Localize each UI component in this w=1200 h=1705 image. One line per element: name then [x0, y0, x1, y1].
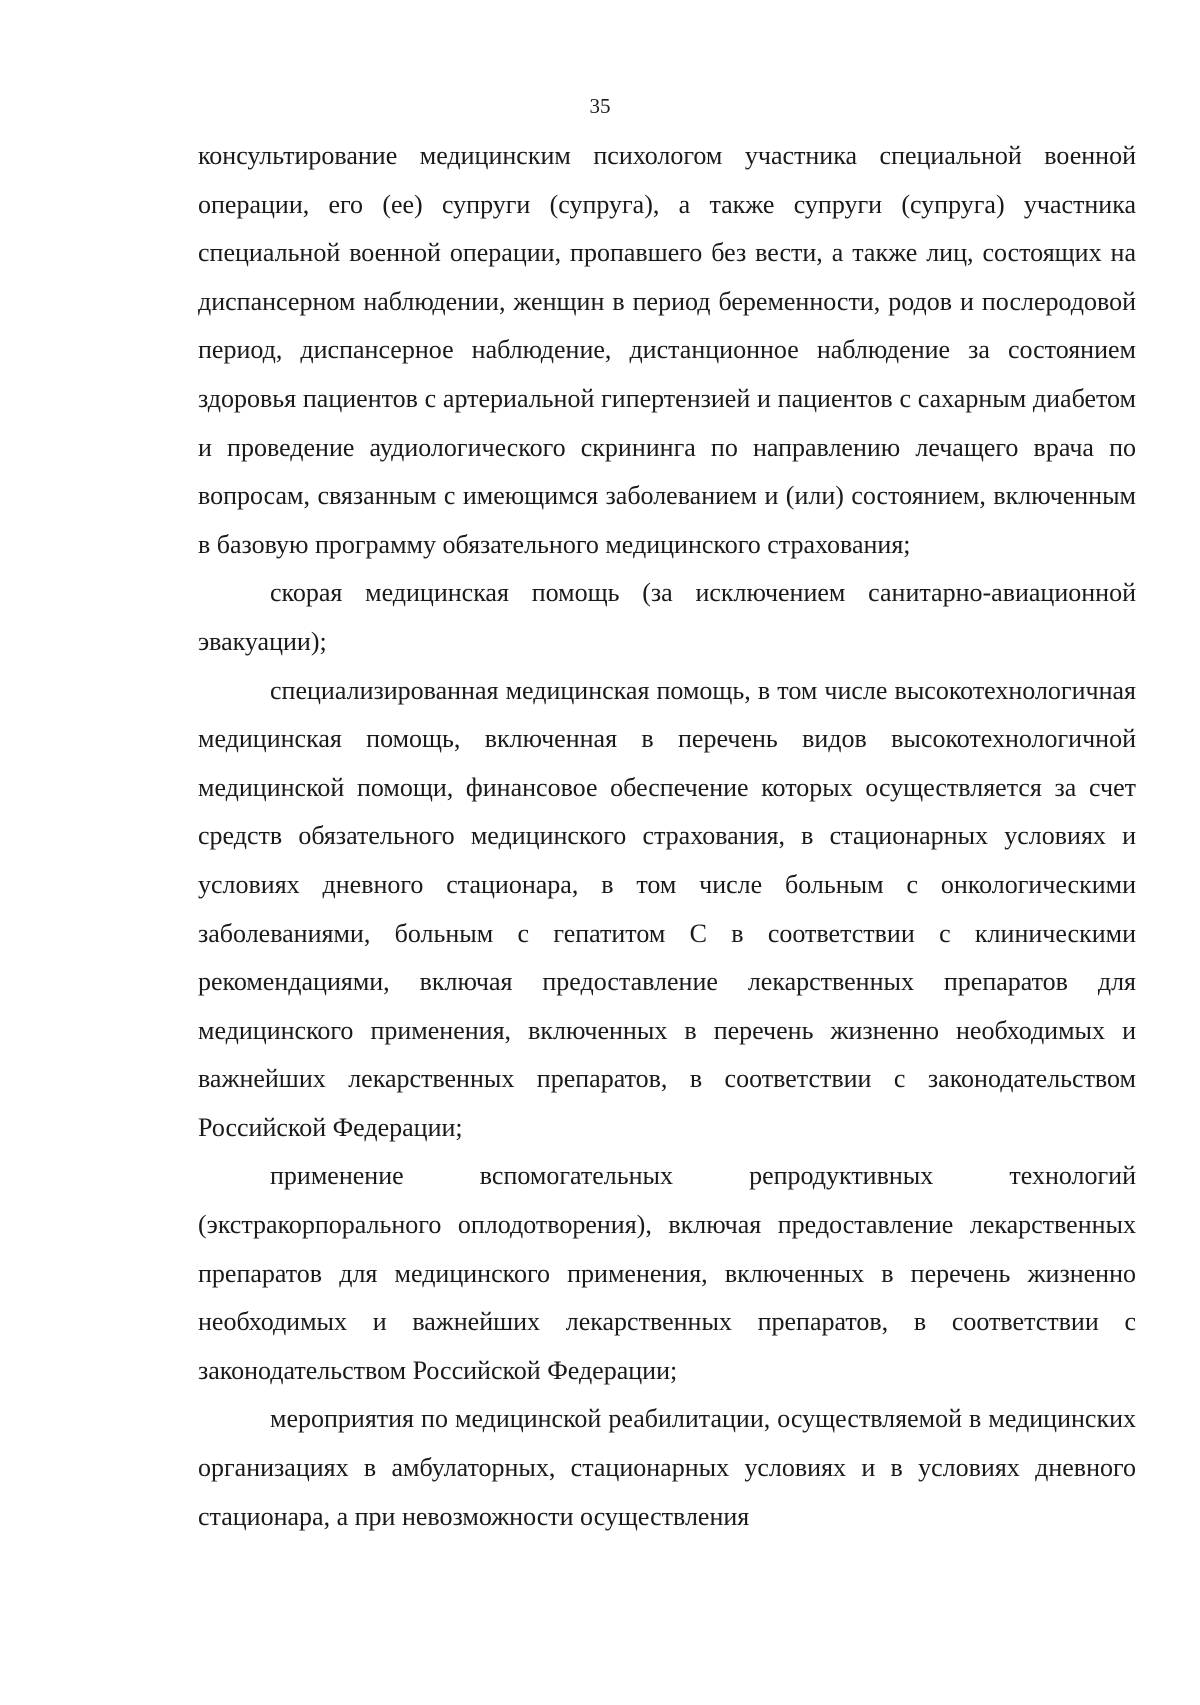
- paragraph-emergency-care: скорая медицинская помощь (за исключением санитарно-авиационной эвакуации);: [198, 578, 1136, 656]
- paragraph-assisted-reproduction: применение вспомогательных репродуктивных технологий (экстракорпорального оплодотворения), включая предоставление лекарственных препаратов для медицинского применения, включенных в перечень жизненно необходимых и важнейших лекарственных препаратов, в соответствии с законодательством Российской Федерации;: [198, 1161, 1136, 1385]
- paragraph-specialized-care: специализированная медицинская помощь, в том числе высокотехнологичная медицинская помощь, включенная в перечень видов высокотехнологичной медицинской помощи, финансовое обеспечение которых осуществляется за счет средств обязательного медицинского страхования, в стационарных условиях и условиях дневного стационара, в том числе больным с онкологическими заболеваниями, больным с гепатитом С в соответствии с клиническими рекомендациями, включая предоставление лекарственных препаратов для медицинского применения, включенных в перечень жизненно необходимых и важнейших лекарственных препаратов, в соответствии с законодательством Российской Федерации;: [198, 675, 1136, 1142]
- page-number: 35: [589, 94, 611, 118]
- paragraph-primary-care-services: консультирование медицинским психологом участника специальной военной операции, его (ее) супруги (супруга), а также супруги (супруга) участника специальной военной операции, пропавшего без вести, а также лиц, состоящих на диспансерном наблюдении, женщин в период беременности, родов и послеродовой период, диспансерное наблюдение, дистанционное наблюдение за состоянием здоровья пациентов с артериальной гипертензией и пациентов с сахарным диабетом и проведение аудиологического скрининга по направлению лечащего врача по вопросам, связанным с имеющимся заболеванием и (или) состоянием, включенным в базовую программу обязательного медицинского страхования;: [198, 141, 1136, 559]
- document-body: [198, 132, 1136, 1541]
- paragraph-medical-rehabilitation: мероприятия по медицинской реабилитации, осуществляемой в медицинских организациях в амбулаторных, стационарных условиях и в условиях дневного стационара, а при невозможности осуществления: [198, 1404, 1136, 1531]
